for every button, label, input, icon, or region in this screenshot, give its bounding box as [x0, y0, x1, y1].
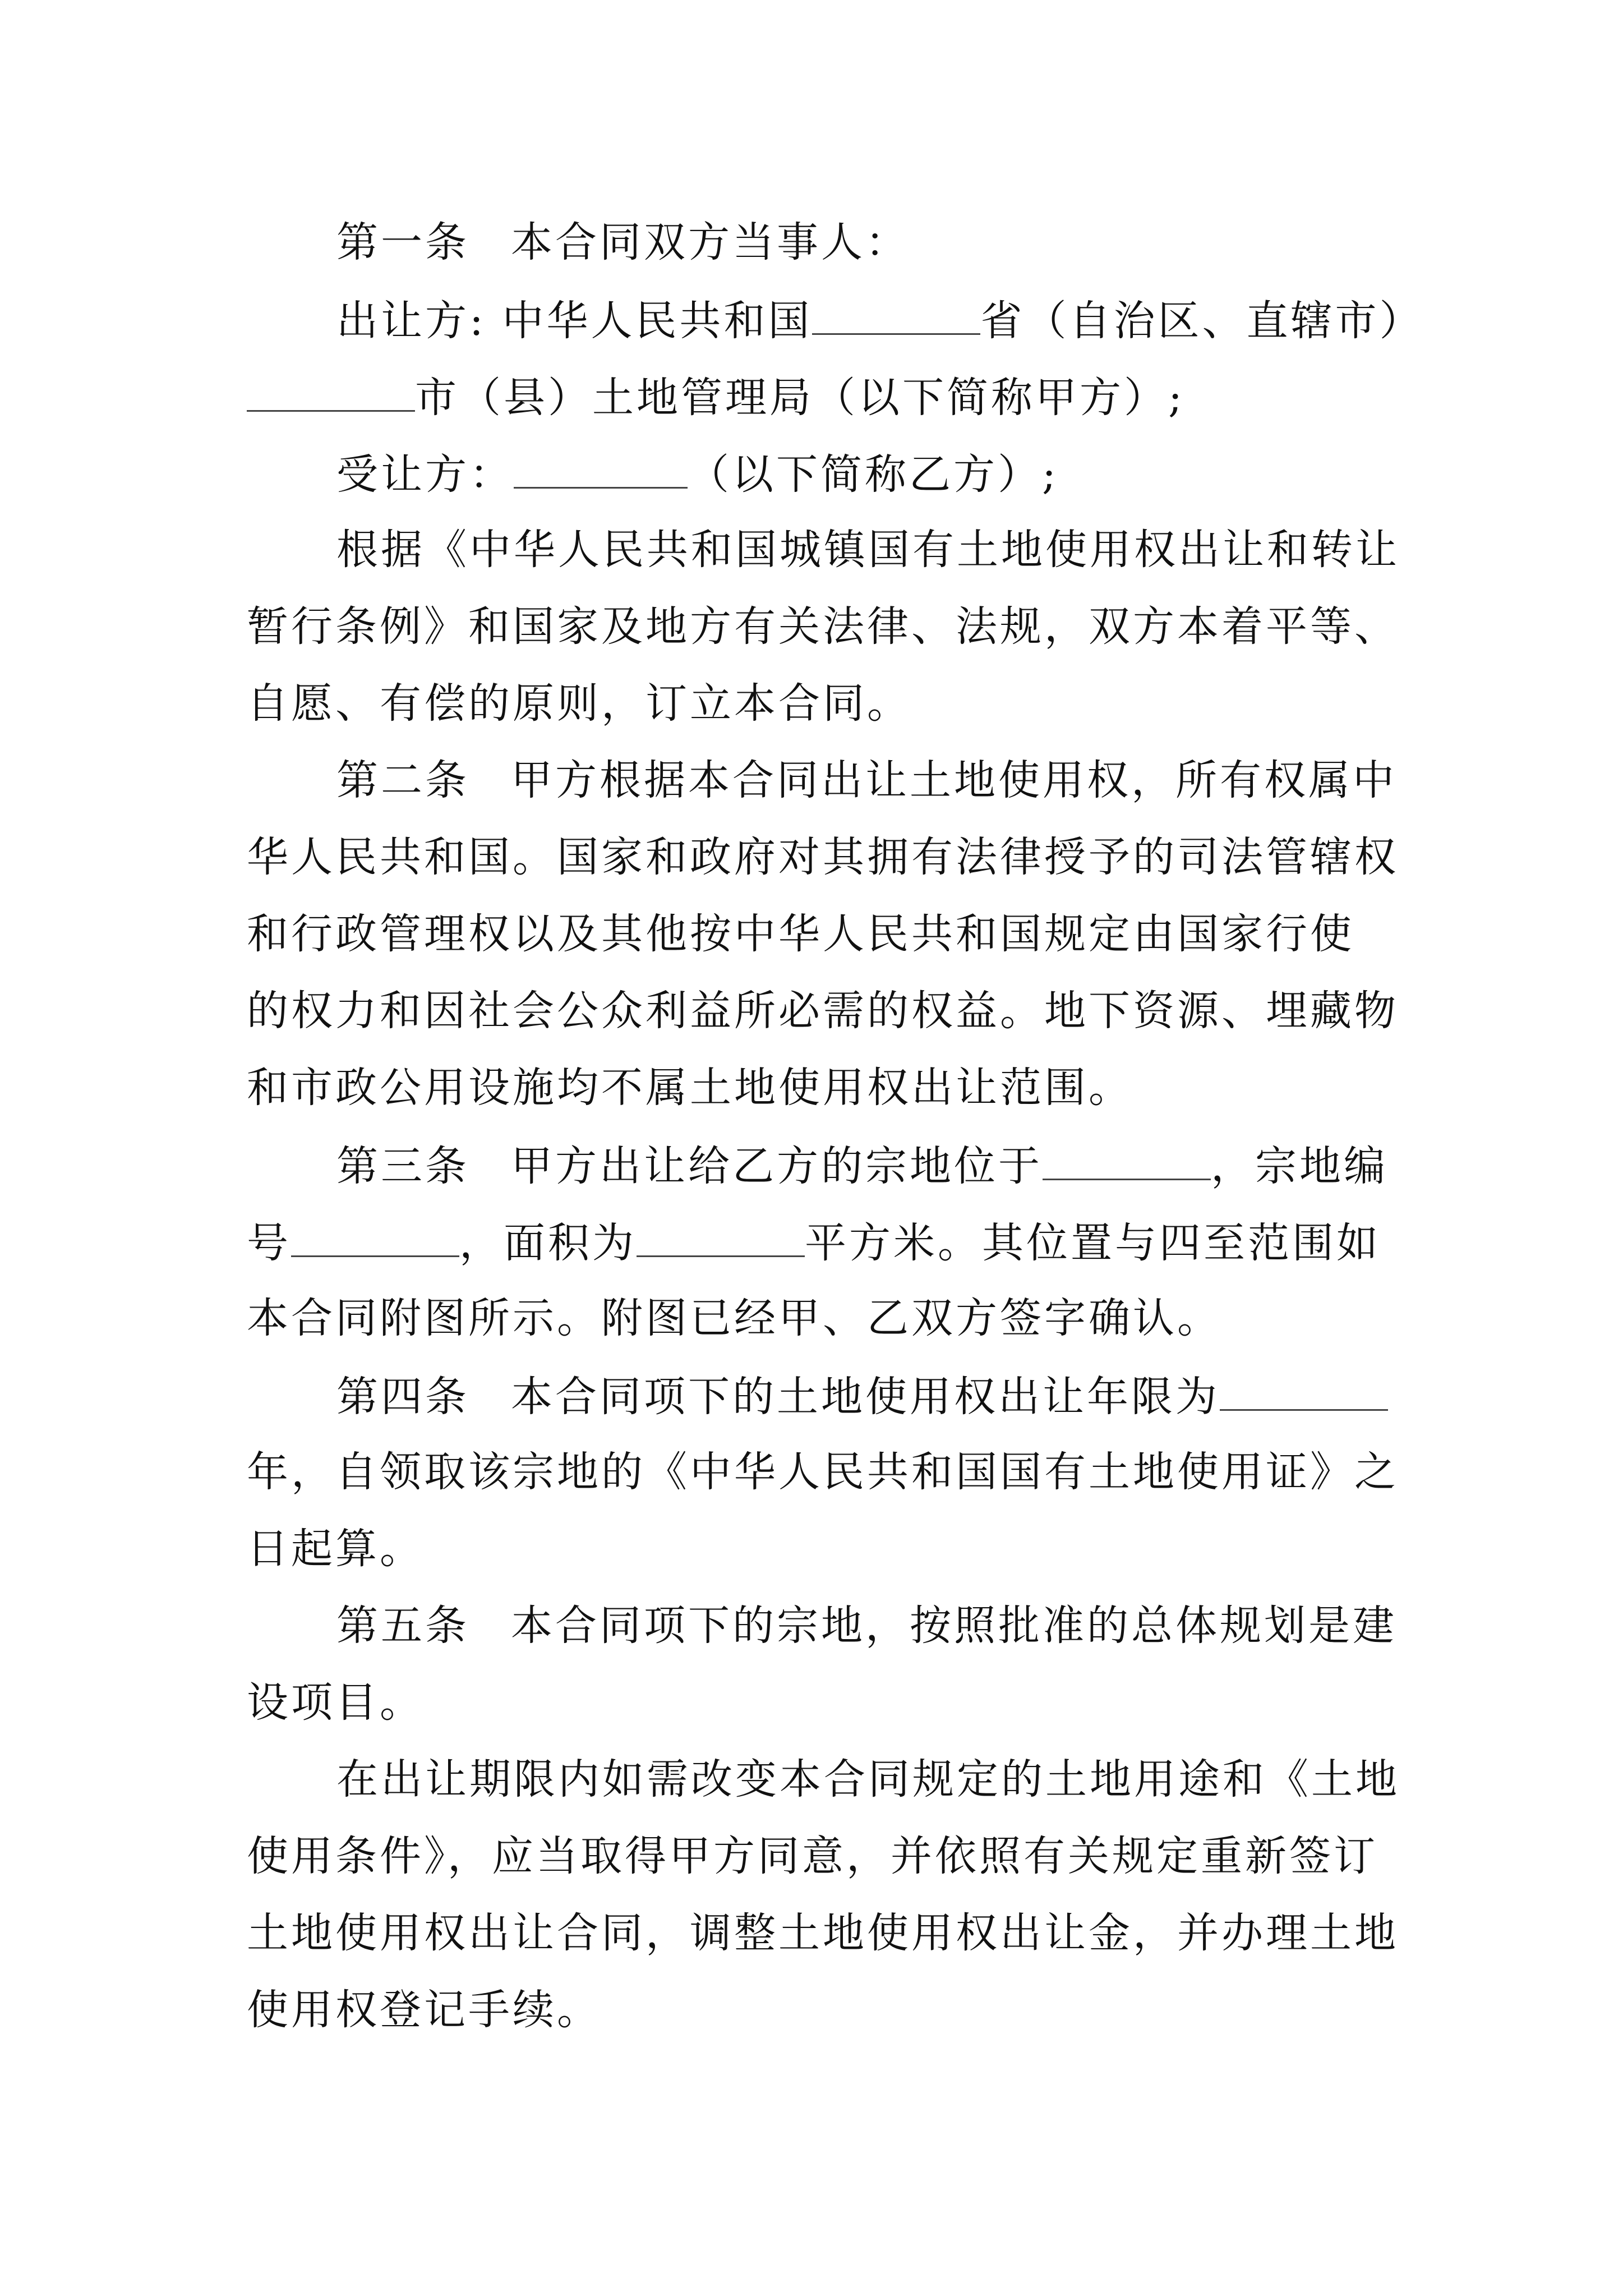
- province-blank: [812, 298, 980, 335]
- article-text: 本合同项下的土地使用权出让年限为: [511, 1373, 1220, 1421]
- article-text: 号: [247, 1219, 291, 1267]
- article-text: 本合同双方当事人：: [511, 218, 910, 266]
- article-number: 第五条: [336, 1602, 469, 1650]
- grantor-line-continued: [247, 374, 1185, 422]
- location-blank: [1043, 1144, 1211, 1180]
- grantee-suffix: （以下简称乙方）;: [688, 450, 1059, 499]
- paragraph-line: 暂行条例》和国家及地方有关法律、法规，双方本着平等、: [247, 602, 1399, 651]
- article-5-heading: [336, 1602, 1397, 1650]
- area-blank: [637, 1221, 805, 1257]
- paragraph-line: 在出让期限内如需改变本合同规定的土地用途和《土地: [336, 1755, 1400, 1803]
- land-bureau-text: 市（县）土地管理局（以下简称甲方）;: [415, 374, 1185, 422]
- article-2-heading: [336, 756, 1397, 804]
- paragraph-line: 自愿、有偿的原则，订立本合同。: [247, 679, 911, 728]
- paragraph-line: 设项目。: [247, 1678, 424, 1727]
- city-blank: [247, 375, 415, 412]
- article-number: 第四条: [336, 1373, 469, 1421]
- article-text: 本合同项下的宗地，按照批准的总体规划是建: [511, 1602, 1397, 1650]
- paragraph-line: 华人民共和国。国家和政府对其拥有法律授予的司法管辖权: [247, 833, 1399, 881]
- paragraph-line: 的权力和因社会公众利益所必需的权益。地下资源、埋藏物: [247, 987, 1399, 1035]
- paragraph-line: 和行政管理权以及其他按中华人民共和国规定由国家行使: [247, 910, 1354, 958]
- parcel-number-blank: [291, 1221, 459, 1257]
- article-text: ，面积为: [459, 1219, 637, 1267]
- grantee-label: 受让方：: [336, 450, 514, 499]
- term-years-blank: [1220, 1374, 1388, 1411]
- article-text: 平方米。其位置与四至范围如: [805, 1219, 1381, 1267]
- paragraph-line: 年，自领取该宗地的《中华人民共和国国有土地使用证》之: [247, 1448, 1399, 1496]
- article-text: 甲方出让给乙方的宗地位于: [511, 1142, 1043, 1190]
- article-number: 第三条: [336, 1142, 469, 1190]
- paragraph-line: 本合同附图所示。附图已经甲、乙双方签字确认。: [247, 1294, 1221, 1342]
- paragraph-line: 使用条件》，应当取得甲方同意，并依照有关规定重新签订: [247, 1832, 1378, 1880]
- article-1-heading: [336, 218, 910, 266]
- article-number: 第二条: [336, 756, 469, 804]
- parcel-line: [247, 1219, 1381, 1267]
- paragraph-line: 日起算。: [247, 1525, 424, 1573]
- article-4-heading: [336, 1373, 1388, 1421]
- paragraph-line: 使用权登记手续。: [247, 1986, 601, 2034]
- grantee-line: [336, 450, 1059, 499]
- grantee-blank: [514, 452, 688, 489]
- article-3-heading: [336, 1142, 1388, 1190]
- paragraph-line: 根据《中华人民共和国城镇国有土地使用权出让和转让: [336, 526, 1400, 574]
- paragraph-line: 土地使用权出让合同，调整土地使用权出让金，并办理土地: [247, 1909, 1399, 1957]
- article-number: 第一条: [336, 218, 469, 266]
- grantor-label: 出让方: 中华人民共和国: [336, 297, 813, 345]
- article-text: ，宗地编: [1211, 1142, 1388, 1190]
- province-suffix: 省（自治区、直辖市）: [980, 297, 1424, 345]
- article-text: 甲方根据本合同出让土地使用权，所有权属中: [511, 756, 1397, 804]
- grantor-line: [336, 297, 1424, 345]
- paragraph-line: 和市政公用设施均不属土地使用权出让范围。: [247, 1064, 1133, 1112]
